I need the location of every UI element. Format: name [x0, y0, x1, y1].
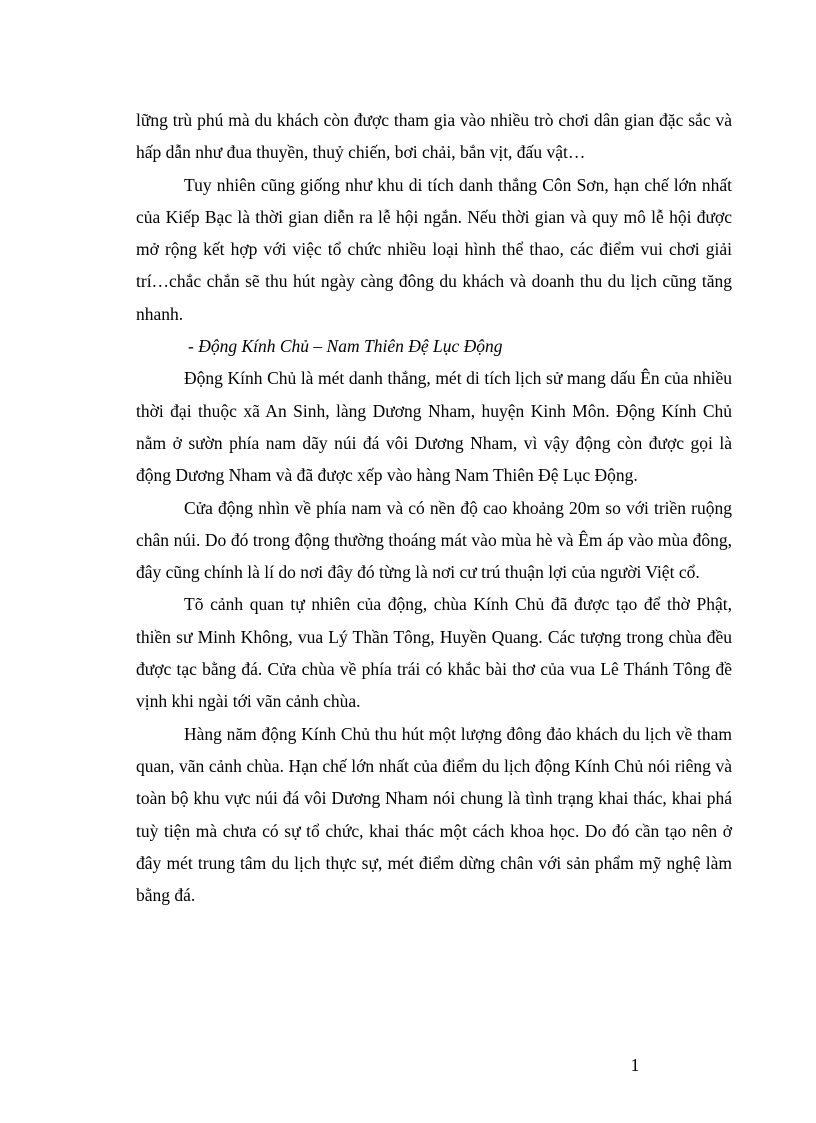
paragraph-kiep-bac-limitations: Tuy nhiên cũng giống như khu di tích danh thắng Côn Sơn, hạn chế lớn nhất của Kiếp Bạc là thời gian diễn ra lễ hội ngắn. Nếu thời gian và quy mô lễ hội được mở rộng kết hợp với việc tổ chức nhiều loại hình thể thao, các điểm vui chơi giải trí…chắc chắn sẽ thu hút ngày càng đông du khách và doanh thu du lịch cũng tăng nhanh.	[136, 174, 732, 324]
document-body	[136, 104, 732, 911]
section-heading-kinh-chu-cave: - Động Kính Chủ – Nam Thiên Đệ Lục Động	[188, 336, 503, 357]
paragraph-tourism-development: Hàng năm động Kính Chủ thu hút một lượng đông đảo khách du lịch về tham quan, vãn cảnh chùa. Hạn chế lớn nhất của điểm du lịch động Kính Chủ nói riêng và toàn bộ khu vực núi đá vôi Dương Nham nói chung là tình trạng khai thác, khai phá tuỳ tiện mà chưa có sự tổ chức, khai thác một cách khoa học. Do đó cần tạo nên ở đây mét trung tâm du lịch thực sự, mét điểm dừng chân với sản phẩm mỹ nghệ làm bằng đá.	[136, 723, 732, 906]
paragraph-continuation: lững trù phú mà du khách còn được tham gia vào nhiều trò chơi dân gian đặc sắc và hấp dẫn như đua thuyền, thuỷ chiến, bơi chải, bắn vịt, đấu vật…	[136, 110, 732, 163]
paragraph-kinh-chu-intro: Động Kính Chủ là mét danh thắng, mét di tích lịch sử mang dấu Ên của nhiều thời đại thuộc xã An Sinh, làng Dương Nham, huyện Kinh Môn. Động Kính Chủ nằm ở sườn phía nam dãy núi đá vôi Dương Nham, vì vậy động còn được gọi là động Dương Nham và đã được xếp vào hàng Nam Thiên Đệ Lục Động.	[136, 368, 732, 486]
paragraph-pagoda-landscape: Tõ cảnh quan tự nhiên của động, chùa Kính Chủ đã được tạo để thờ Phật, thiền sư Minh Không, vua Lý Thần Tông, Huyền Quang. Các tượng trong chùa đều được tạc bằng đá. Cửa chùa về phía trái có khắc bài thơ của vua Lê Thánh Tông đề vịnh khi ngài tới vãn cảnh chùa.	[136, 594, 732, 712]
paragraph-cave-entrance: Cửa động nhìn về phía nam và có nền độ cao khoảng 20m so với triền ruộng chân núi. Do đó trong động thường thoáng mát vào mùa hè và Êm áp vào mùa đông, đây cũng chính là lí do nơi đây đó từng là nơi cư trú thuận lợi của người Việt cổ.	[136, 497, 732, 583]
page-number: 1	[630, 1055, 640, 1075]
